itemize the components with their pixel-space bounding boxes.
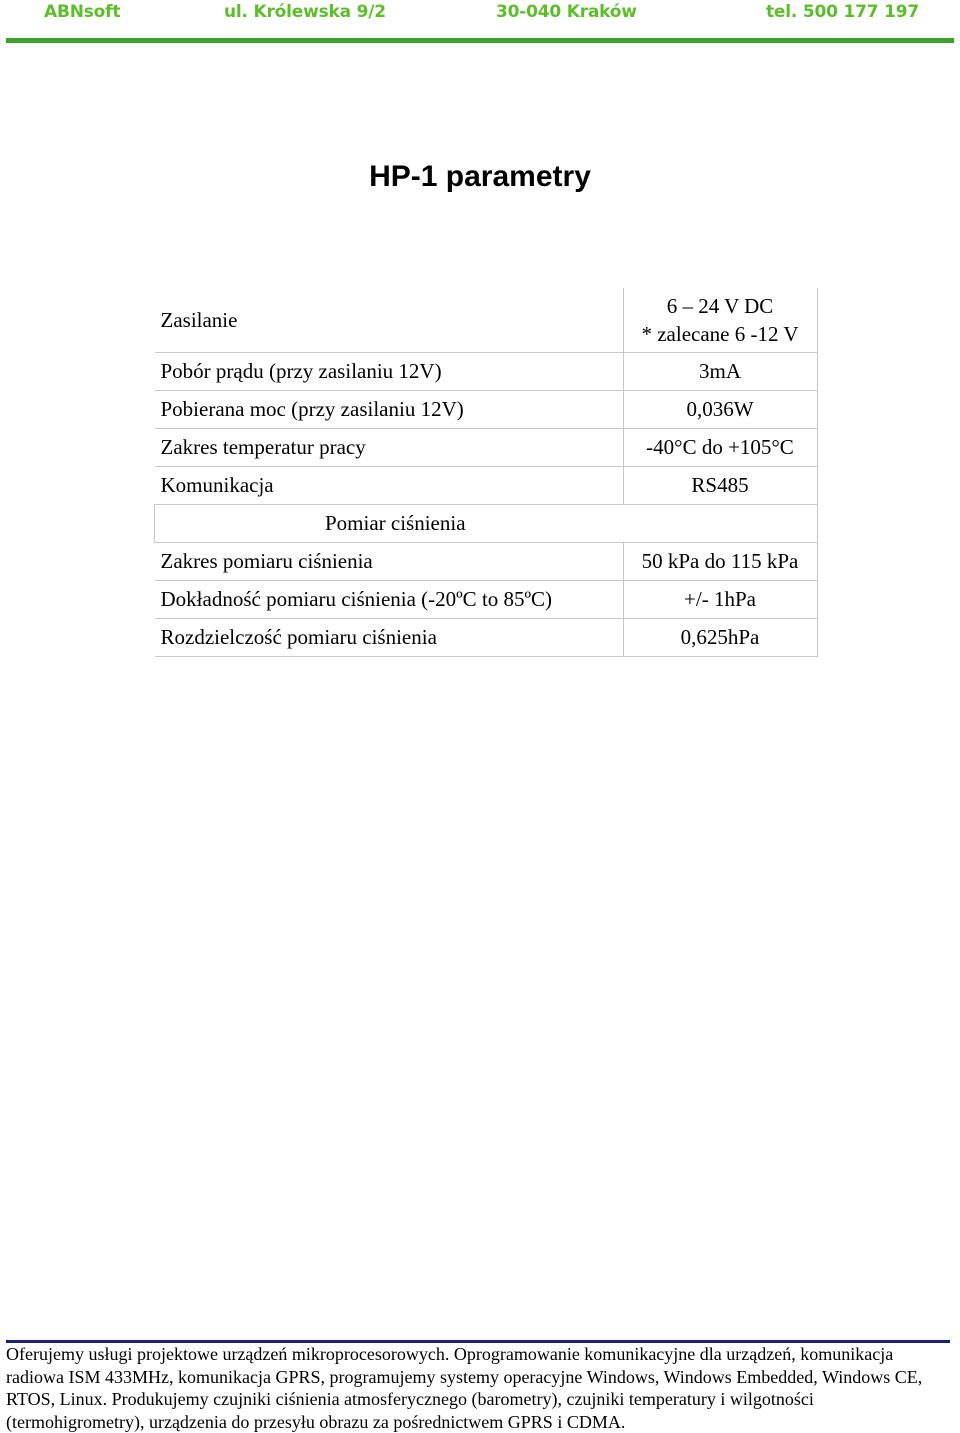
page-title: HP-1 parametry [369, 160, 591, 193]
company-city: 30-040 Kraków [496, 2, 637, 22]
table-row [155, 429, 818, 467]
table-row [155, 543, 818, 581]
param-label: Dokładność pomiaru ciśnienia (-20ºC to 85ºC) [155, 581, 624, 619]
param-value-line: 6 – 24 V DC [666, 294, 774, 318]
section-heading [155, 505, 818, 543]
param-value: 0,625hPa [623, 619, 817, 657]
table-row [155, 353, 818, 391]
parameters-table [154, 288, 818, 657]
table-row [155, 288, 818, 353]
section-heading-text: Pomiar ciśnienia [324, 511, 466, 535]
table-row [155, 391, 818, 429]
param-label: Zakres temperatur pracy [155, 429, 624, 467]
param-label: Rozdzielczość pomiaru ciśnienia [155, 619, 624, 657]
param-label: Komunikacja [155, 467, 624, 505]
param-label: Pobór prądu (przy zasilaniu 12V) [155, 353, 624, 391]
param-value: 3mA [623, 353, 817, 391]
param-label: Zakres pomiaru ciśnienia [155, 543, 624, 581]
table-row [155, 467, 818, 505]
param-label: Zasilanie [155, 288, 624, 353]
param-value: RS485 [623, 467, 817, 505]
footer-description: Oferujemy usługi projektowe urządzeń mikroprocesorowych. Oprogramowanie komunikacyjne dla urządzeń, komunikacja radiowa ISM 433MHz, komunikacja GPRS, programujemy systemy operacyjne Windows, Windows Embedded, Windows CE, RTOS, Linux. Produkujemy czujniki ciśnienia atmosferycznego (barometry), czujniki temperatury i wilgotności (termohigrometry), urządzenia do przesyłu obrazu za pośrednictwem GPRS i CDMA. [6, 1344, 923, 1432]
param-value: 50 kPa do 115 kPa [623, 543, 817, 581]
company-street: ul. Królewska 9/2 [224, 2, 386, 22]
table-row [155, 581, 818, 619]
header-divider [6, 38, 954, 43]
company-name: ABNsoft [44, 2, 121, 22]
param-value [623, 288, 817, 353]
param-value-note: * zalecane 6 -12 V [641, 322, 799, 346]
param-value: 0,036W [623, 391, 817, 429]
param-value: -40°C do +105°C [623, 429, 817, 467]
page-header [6, 0, 954, 44]
param-value: +/- 1hPa [623, 581, 817, 619]
param-label: Pobierana moc (przy zasilaniu 12V) [155, 391, 624, 429]
table-row [155, 619, 818, 657]
table-section-row [155, 505, 818, 543]
company-phone: tel. 500 177 197 [766, 2, 919, 22]
